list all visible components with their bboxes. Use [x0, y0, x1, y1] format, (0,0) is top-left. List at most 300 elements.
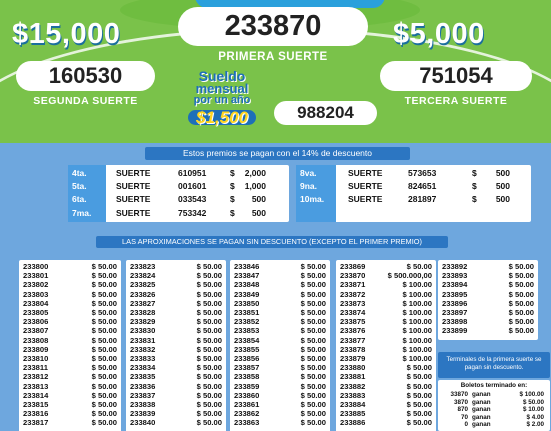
table-row	[126, 299, 226, 308]
table-row	[336, 290, 436, 299]
terminal-word: ganan	[472, 391, 491, 398]
approx-amount: $ 50.00	[300, 271, 326, 281]
prize-ordinal: 9na.	[300, 181, 318, 192]
approx-number: 233802	[23, 280, 49, 290]
table-row	[230, 345, 330, 354]
prize-label: SUERTE	[348, 194, 383, 205]
approx-number: 233872	[340, 289, 366, 299]
third-prize-number: 751054	[380, 61, 532, 91]
terminals-box	[438, 380, 550, 431]
approx-number: 233806	[23, 317, 49, 327]
table-row	[336, 409, 436, 418]
approx-number: 233879	[340, 354, 366, 363]
terminal-number: 33870	[450, 391, 468, 398]
approx-number: 233886	[340, 418, 366, 428]
approx-number: 233816	[23, 409, 49, 419]
table-row	[438, 280, 538, 289]
approx-number: 233835	[130, 372, 156, 382]
approx-number: 233862	[234, 409, 260, 419]
approx-amount: $ 50.00	[300, 400, 326, 409]
approx-amount: $ 50.00	[91, 262, 117, 271]
approx-number: 233896	[442, 298, 468, 308]
table-row	[126, 391, 226, 400]
terminal-row	[438, 406, 550, 414]
approx-amount: $ 50.00	[196, 381, 222, 391]
approx-number: 233810	[23, 354, 49, 363]
approx-amount: $ 50.00	[508, 280, 534, 290]
approx-number: 233854	[234, 335, 260, 345]
approx-number: 233831	[130, 335, 156, 345]
approx-amount: $ 50.00	[508, 289, 534, 299]
table-row	[19, 363, 121, 372]
approx-amount: $ 50.00	[196, 344, 222, 354]
approx-amount: $ 100.00	[402, 326, 432, 336]
prize-currency: $	[230, 181, 235, 192]
approx-amount: $ 50.00	[91, 381, 117, 391]
prize-label: SUERTE	[348, 168, 383, 178]
approx-amount: $ 50.00	[406, 418, 432, 428]
approx-amount: $ 50.00	[300, 409, 326, 419]
approx-amount: $ 50.00	[91, 280, 117, 290]
second-prize-label: SEGUNDA SUERTE	[33, 95, 138, 107]
approx-amount: $ 100.00	[402, 354, 432, 363]
prize-currency: $	[472, 194, 477, 205]
approx-number: 233833	[130, 354, 156, 363]
terminals-note: Terminales de la primera suerte se pagan sin descuento.	[438, 352, 550, 378]
approx-amount: $ 50.00	[196, 317, 222, 327]
approx-number: 233815	[23, 400, 49, 409]
table-row	[19, 308, 121, 317]
approx-amount: $ 500.000,00	[387, 271, 432, 281]
prizes-left-box	[68, 165, 289, 222]
terminal-row	[438, 399, 550, 407]
approx-number: 233832	[130, 344, 156, 354]
prize-amount: 1,000	[244, 181, 266, 192]
prize-number: 610951	[178, 168, 207, 178]
approx-number: 233855	[234, 344, 260, 354]
approx-amount: $ 50.00	[196, 372, 222, 382]
prize-amount-right: $5,000	[393, 18, 485, 50]
prize-currency: $	[472, 181, 477, 192]
prize-ordinal: 5ta.	[72, 181, 87, 192]
approx-number: 233873	[340, 298, 366, 308]
approx-amount: $ 50.00	[300, 418, 326, 428]
approx-header: LAS APROXIMACIONES SE PAGAN SIN DESCUENTO (EXCEPTO EL PRIMER PREMIO)	[96, 236, 448, 248]
approx-number: 233892	[442, 262, 468, 271]
table-row	[438, 326, 538, 335]
table-row	[19, 400, 121, 409]
table-row	[230, 382, 330, 391]
approx-number: 233861	[234, 400, 260, 409]
prize-ordinal: 6ta.	[72, 194, 87, 205]
approx-number: 233852	[234, 317, 260, 327]
table-row	[336, 363, 436, 372]
prize-ordinal: 8va.	[300, 168, 317, 178]
approx-number: 233876	[340, 326, 366, 336]
prize-number: 033543	[178, 194, 207, 205]
terminal-word: ganan	[472, 398, 491, 406]
approx-amount: $ 50.00	[196, 298, 222, 308]
table-row	[438, 308, 538, 317]
approx-amount: $ 50.00	[196, 289, 222, 299]
approx-number: 233823	[130, 262, 156, 271]
approx-amount: $ 50.00	[508, 326, 534, 336]
approx-amount: $ 50.00	[196, 335, 222, 345]
terminal-word: ganan	[472, 421, 491, 429]
approx-amount: $ 50.00	[300, 381, 326, 391]
approx-number: 233860	[234, 390, 260, 400]
approx-amount: $ 50.00	[406, 409, 432, 419]
approx-amount: $ 50.00	[91, 363, 117, 373]
table-row	[230, 308, 330, 317]
approx-amount: $ 100.00	[402, 344, 432, 354]
approx-number: 233834	[130, 363, 156, 373]
first-prize-label: PRIMERA SUERTE	[218, 51, 328, 63]
approx-number: 233869	[340, 262, 366, 271]
table-row	[438, 262, 538, 271]
approx-number: 233894	[442, 280, 468, 290]
table-row	[19, 290, 121, 299]
approx-number: 233846	[234, 262, 260, 271]
approx-column-4	[336, 260, 436, 431]
approx-number: 233817	[23, 418, 49, 428]
table-row	[19, 262, 121, 271]
approx-amount: $ 50.00	[91, 390, 117, 400]
table-row	[230, 354, 330, 363]
approx-amount: $ 50.00	[196, 363, 222, 373]
prize-row	[68, 167, 289, 180]
approx-number: 233895	[442, 289, 468, 299]
approx-number: 233849	[234, 289, 260, 299]
approx-number: 233863	[234, 418, 260, 428]
table-row	[19, 372, 121, 381]
terminal-row	[438, 391, 550, 399]
approx-amount: $ 50.00	[196, 271, 222, 281]
prize-number: 573653	[408, 168, 437, 178]
approx-amount: $ 50.00	[300, 308, 326, 317]
approx-number: 233885	[340, 409, 366, 419]
table-row	[336, 400, 436, 409]
terminal-amount: $ 4.00	[526, 413, 544, 421]
prize-row	[296, 167, 531, 180]
approx-amount: $ 50.00	[196, 390, 222, 400]
table-row	[230, 372, 330, 381]
approx-amount: $ 50.00	[91, 271, 117, 281]
approx-number: 233899	[442, 326, 468, 336]
approx-number: 233808	[23, 335, 49, 345]
approx-number: 233838	[130, 400, 156, 409]
approx-amount: $ 100.00	[402, 308, 432, 317]
approx-number: 233803	[23, 289, 49, 299]
approx-amount: $ 50.00	[406, 372, 432, 382]
approx-amount: $ 50.00	[196, 262, 222, 271]
table-row	[126, 345, 226, 354]
approx-amount: $ 50.00	[196, 409, 222, 419]
table-row	[336, 345, 436, 354]
table-row	[230, 409, 330, 418]
approx-number: 233828	[130, 308, 156, 317]
approx-number: 233853	[234, 326, 260, 336]
table-row	[19, 280, 121, 289]
table-row	[230, 262, 330, 271]
table-row	[336, 271, 436, 280]
table-row	[230, 418, 330, 427]
approx-number: 233807	[23, 326, 49, 336]
table-row	[19, 391, 121, 400]
table-row	[230, 326, 330, 335]
approx-number: 233859	[234, 381, 260, 391]
table-row	[230, 317, 330, 326]
prize-currency: $	[230, 207, 235, 218]
prize-ordinal: 10ma.	[300, 194, 325, 205]
table-row	[336, 372, 436, 381]
approx-amount: $ 50.00	[91, 308, 117, 317]
table-row	[126, 262, 226, 271]
approx-number: 233858	[234, 372, 260, 382]
terminal-amount: $ 50.00	[522, 398, 544, 406]
prize-currency: $	[230, 168, 235, 178]
sueldo-mensual-badge	[177, 70, 267, 125]
approx-number: 233804	[23, 298, 49, 308]
approx-number: 233875	[340, 317, 366, 327]
table-row	[126, 400, 226, 409]
approx-amount: $ 50.00	[300, 390, 326, 400]
prize-row	[68, 193, 289, 206]
table-row	[230, 400, 330, 409]
sueldo-line-3: por un año	[193, 94, 251, 106]
approx-number: 233878	[340, 344, 366, 354]
terminal-amount: $ 2.00	[526, 421, 544, 429]
approx-amount: $ 50.00	[300, 344, 326, 354]
terminal-number: 870	[457, 406, 468, 414]
sueldo-line-1: Sueldo	[198, 68, 246, 84]
approx-number: 233826	[130, 289, 156, 299]
table-row	[19, 336, 121, 345]
prize-amount: 500	[251, 194, 266, 205]
approx-number: 233829	[130, 317, 156, 327]
approx-amount: $ 50.00	[300, 363, 326, 373]
approx-number: 233870	[340, 271, 366, 281]
approx-amount: $ 50.00	[196, 354, 222, 363]
table-row	[336, 317, 436, 326]
sueldo-amount: $1,500	[188, 110, 256, 125]
approx-number: 233813	[23, 381, 49, 391]
approx-number: 233857	[234, 363, 260, 373]
prize-number: 281897	[408, 194, 437, 205]
prize-amount: 500	[495, 168, 510, 178]
approx-number: 233830	[130, 326, 156, 336]
approx-amount: $ 100.00	[402, 280, 432, 290]
table-row	[126, 271, 226, 280]
approx-amount: $ 50.00	[300, 289, 326, 299]
table-row	[336, 262, 436, 271]
first-prize-number: 233870	[178, 7, 368, 46]
header-banner	[0, 0, 551, 143]
approx-amount: $ 50.00	[508, 308, 534, 317]
approx-amount: $ 50.00	[300, 280, 326, 290]
approx-amount: $ 50.00	[196, 308, 222, 317]
table-row	[336, 308, 436, 317]
approx-amount: $ 100.00	[402, 298, 432, 308]
table-row	[19, 271, 121, 280]
table-row	[19, 299, 121, 308]
approx-number: 233883	[340, 390, 366, 400]
terminal-row	[438, 421, 550, 429]
approx-number: 233871	[340, 280, 366, 290]
approx-amount: $ 50.00	[91, 317, 117, 327]
approx-amount: $ 50.00	[300, 317, 326, 327]
approx-amount: $ 50.00	[91, 326, 117, 336]
prize-label: SUERTE	[116, 194, 151, 205]
prize-row	[68, 207, 289, 220]
table-row	[230, 299, 330, 308]
table-row	[230, 336, 330, 345]
discount-header: Estos premios se pagan con el 14% de descuento	[145, 147, 410, 160]
approx-number: 233877	[340, 335, 366, 345]
prize-number: 001601	[178, 181, 207, 192]
approx-number: 233811	[23, 363, 48, 373]
prize-amount: 500	[495, 181, 510, 192]
table-row	[126, 409, 226, 418]
approx-number: 233856	[234, 354, 260, 363]
approx-number: 233893	[442, 271, 468, 281]
approx-amount: $ 100.00	[402, 289, 432, 299]
approx-amount: $ 50.00	[91, 354, 117, 363]
table-row	[336, 354, 436, 363]
approx-number: 233882	[340, 381, 366, 391]
approx-number: 233847	[234, 271, 260, 281]
sueldo-line-2: mensual	[195, 81, 249, 96]
approx-number: 233809	[23, 344, 49, 354]
approx-number: 233825	[130, 280, 156, 290]
table-row	[336, 299, 436, 308]
terminal-row	[438, 414, 550, 422]
table-row	[19, 354, 121, 363]
approx-amount: $ 50.00	[91, 344, 117, 354]
approx-amount: $ 50.00	[406, 400, 432, 409]
terminal-word: ganan	[472, 413, 491, 421]
prize-row	[296, 193, 531, 206]
table-row	[126, 280, 226, 289]
approx-amount: $ 100.00	[402, 317, 432, 327]
approx-number: 233850	[234, 298, 260, 308]
approx-number: 233814	[23, 390, 49, 400]
approx-amount: $ 50.00	[91, 298, 117, 308]
table-row	[126, 290, 226, 299]
table-row	[230, 290, 330, 299]
approx-amount: $ 50.00	[196, 326, 222, 336]
table-row	[336, 418, 436, 427]
approx-number: 233884	[340, 400, 366, 409]
prize-ordinal: 4ta.	[72, 168, 87, 178]
prize-currency: $	[230, 194, 235, 205]
prizes-right-box	[296, 165, 531, 222]
approx-amount: $ 50.00	[508, 271, 534, 281]
approx-amount: $ 50.00	[508, 317, 534, 327]
approx-amount: $ 50.00	[300, 262, 326, 271]
table-row	[19, 409, 121, 418]
terminal-word: ganan	[472, 406, 491, 414]
approx-number: 233848	[234, 280, 260, 290]
approx-amount: $ 50.00	[508, 262, 534, 271]
approx-amount: $ 50.00	[406, 390, 432, 400]
approx-number: 233839	[130, 409, 156, 419]
approx-amount: $ 50.00	[91, 409, 117, 419]
approx-number: 233898	[442, 317, 468, 327]
prize-row	[296, 180, 531, 193]
approx-column-2	[126, 260, 226, 431]
table-row	[336, 336, 436, 345]
table-row	[126, 317, 226, 326]
prize-amount-left: $15,000	[12, 18, 121, 50]
table-row	[126, 382, 226, 391]
third-prize-label: TERCERA SUERTE	[404, 95, 508, 107]
approx-amount: $ 50.00	[508, 298, 534, 308]
table-row	[126, 354, 226, 363]
terminal-number: 70	[460, 413, 468, 421]
prize-amount: 2,000	[244, 168, 266, 178]
prize-label: SUERTE	[348, 181, 383, 192]
table-row	[230, 363, 330, 372]
approx-column-5	[438, 260, 538, 340]
table-row	[19, 382, 121, 391]
sueldo-number: 988204	[274, 101, 377, 125]
prize-amount: 500	[251, 207, 266, 218]
table-row	[336, 326, 436, 335]
approx-number: 233801	[23, 271, 49, 281]
table-row	[126, 418, 226, 427]
approx-amount: $ 50.00	[406, 381, 432, 391]
prize-label: SUERTE	[116, 168, 151, 178]
approx-number: 233851	[234, 308, 260, 317]
terminal-number: 3870	[453, 398, 468, 406]
approx-amount: $ 100.00	[402, 335, 432, 345]
table-row	[336, 382, 436, 391]
approx-amount: $ 50.00	[91, 335, 117, 345]
prize-number: 753342	[178, 207, 207, 218]
table-row	[19, 345, 121, 354]
approx-number: 233812	[23, 372, 49, 382]
approx-amount: $ 50.00	[300, 335, 326, 345]
table-row	[19, 418, 121, 427]
prize-amount: 500	[495, 194, 510, 205]
table-row	[230, 271, 330, 280]
table-row	[126, 308, 226, 317]
approx-amount: $ 50.00	[406, 363, 432, 373]
table-row	[19, 317, 121, 326]
approx-number: 233827	[130, 298, 156, 308]
approx-number: 233800	[23, 262, 49, 271]
terminals-header: Boletos terminado en:	[460, 382, 528, 389]
approx-column-3	[230, 260, 330, 431]
approx-amount: $ 50.00	[196, 400, 222, 409]
prize-label: SUERTE	[116, 207, 151, 218]
approx-amount: $ 50.00	[196, 280, 222, 290]
approx-column-1	[19, 260, 121, 431]
table-row	[230, 280, 330, 289]
prize-label: SUERTE	[116, 181, 151, 192]
approx-number: 233897	[442, 308, 468, 317]
table-row	[19, 326, 121, 335]
approx-number: 233836	[130, 381, 156, 391]
table-row	[336, 280, 436, 289]
approx-number: 233805	[23, 308, 49, 317]
approx-number: 233840	[130, 418, 156, 428]
approx-amount: $ 50.00	[300, 372, 326, 382]
prize-number: 824651	[408, 181, 437, 192]
table-row	[438, 290, 538, 299]
approx-number: 233881	[340, 372, 366, 382]
